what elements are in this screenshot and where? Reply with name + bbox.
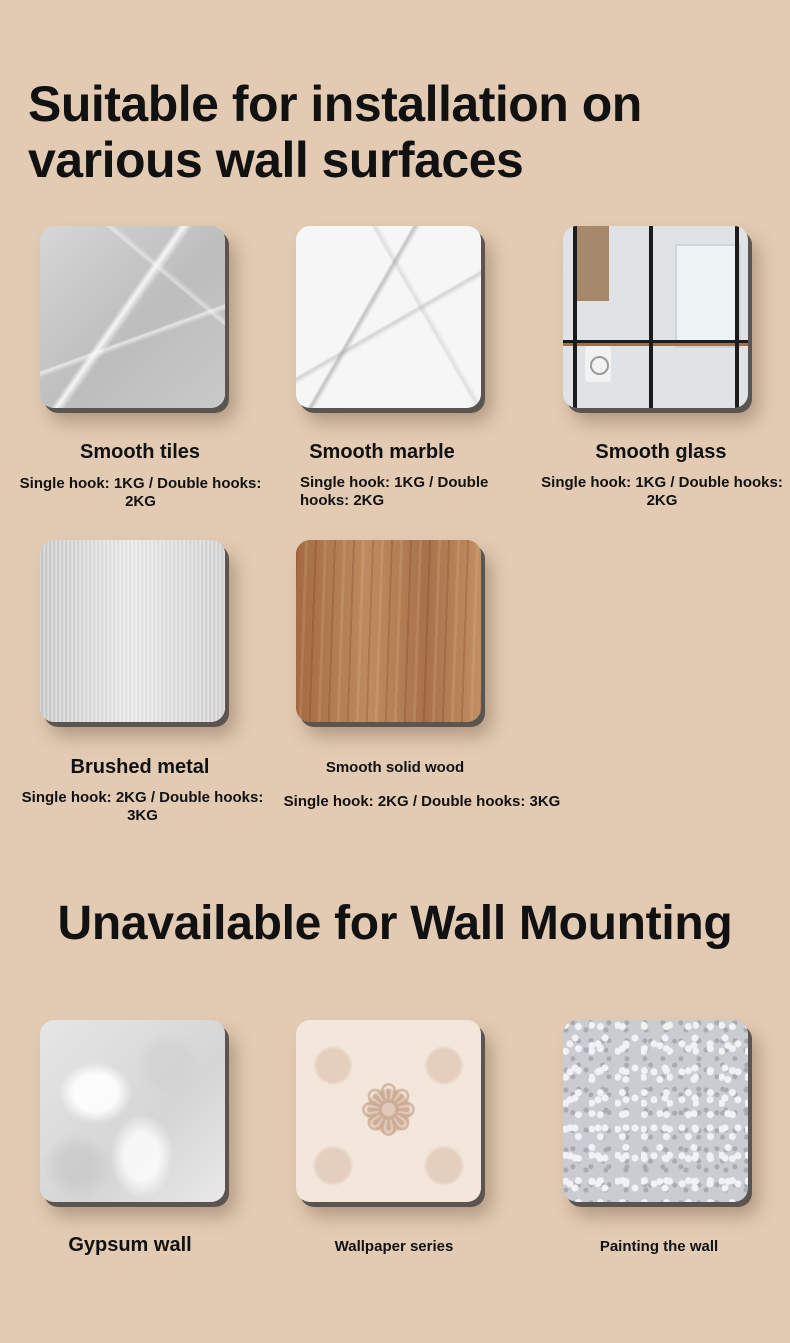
- brushed-metal-label: Brushed metal: [70, 756, 210, 778]
- suitable-title-line2: various wall surfaces: [28, 132, 524, 188]
- smooth-glass-label: Smooth glass: [595, 441, 727, 463]
- wallpaper-swatch: [296, 1020, 481, 1202]
- gypsum-wall-label: Gypsum wall: [68, 1234, 192, 1256]
- window-shape: [675, 244, 741, 348]
- smooth-glass-swatch: [563, 226, 748, 408]
- smooth-marble-label: Smooth marble: [309, 441, 455, 463]
- gypsum-wall-swatch: [40, 1020, 225, 1202]
- wallpaper-label: Wallpaper series: [334, 1238, 454, 1255]
- glass-frame: [563, 340, 748, 343]
- smooth-glass-spec: Single hook: 1KG / Double hooks: 2KG: [541, 474, 783, 509]
- smooth-tiles-spec: Single hook: 1KG / Double hooks: 2KG: [19, 475, 262, 510]
- solid-wood-swatch: [296, 540, 481, 722]
- painted-wall-swatch: [563, 1020, 748, 1202]
- glass-frame: [573, 226, 577, 408]
- painted-wall-label: Painting the wall: [599, 1238, 719, 1255]
- suitable-title: [28, 76, 642, 188]
- suitable-title-line1: Suitable for installation on: [28, 76, 642, 132]
- solid-wood-spec: Single hook: 2KG / Double hooks: 3KG: [283, 793, 561, 810]
- smooth-marble-spec: Single hook: 1KG / Double hooks: 2KG: [300, 474, 489, 509]
- brushed-metal-swatch: [40, 540, 225, 722]
- damask-ornament-icon: ❁: [359, 1070, 418, 1152]
- glass-frame: [649, 226, 653, 408]
- brushed-metal-spec: Single hook: 2KG / Double hooks: 3KG: [21, 789, 264, 824]
- smooth-marble-swatch: [296, 226, 481, 408]
- smooth-tiles-swatch: [40, 226, 225, 408]
- solid-wood-label: Smooth solid wood: [325, 759, 465, 776]
- cabinet-shape: [577, 226, 609, 301]
- glass-frame: [735, 226, 739, 408]
- smooth-tiles-label: Smooth tiles: [79, 441, 200, 463]
- unavailable-title: Unavailable for Wall Mounting: [57, 897, 733, 950]
- washer-shape: [585, 346, 611, 382]
